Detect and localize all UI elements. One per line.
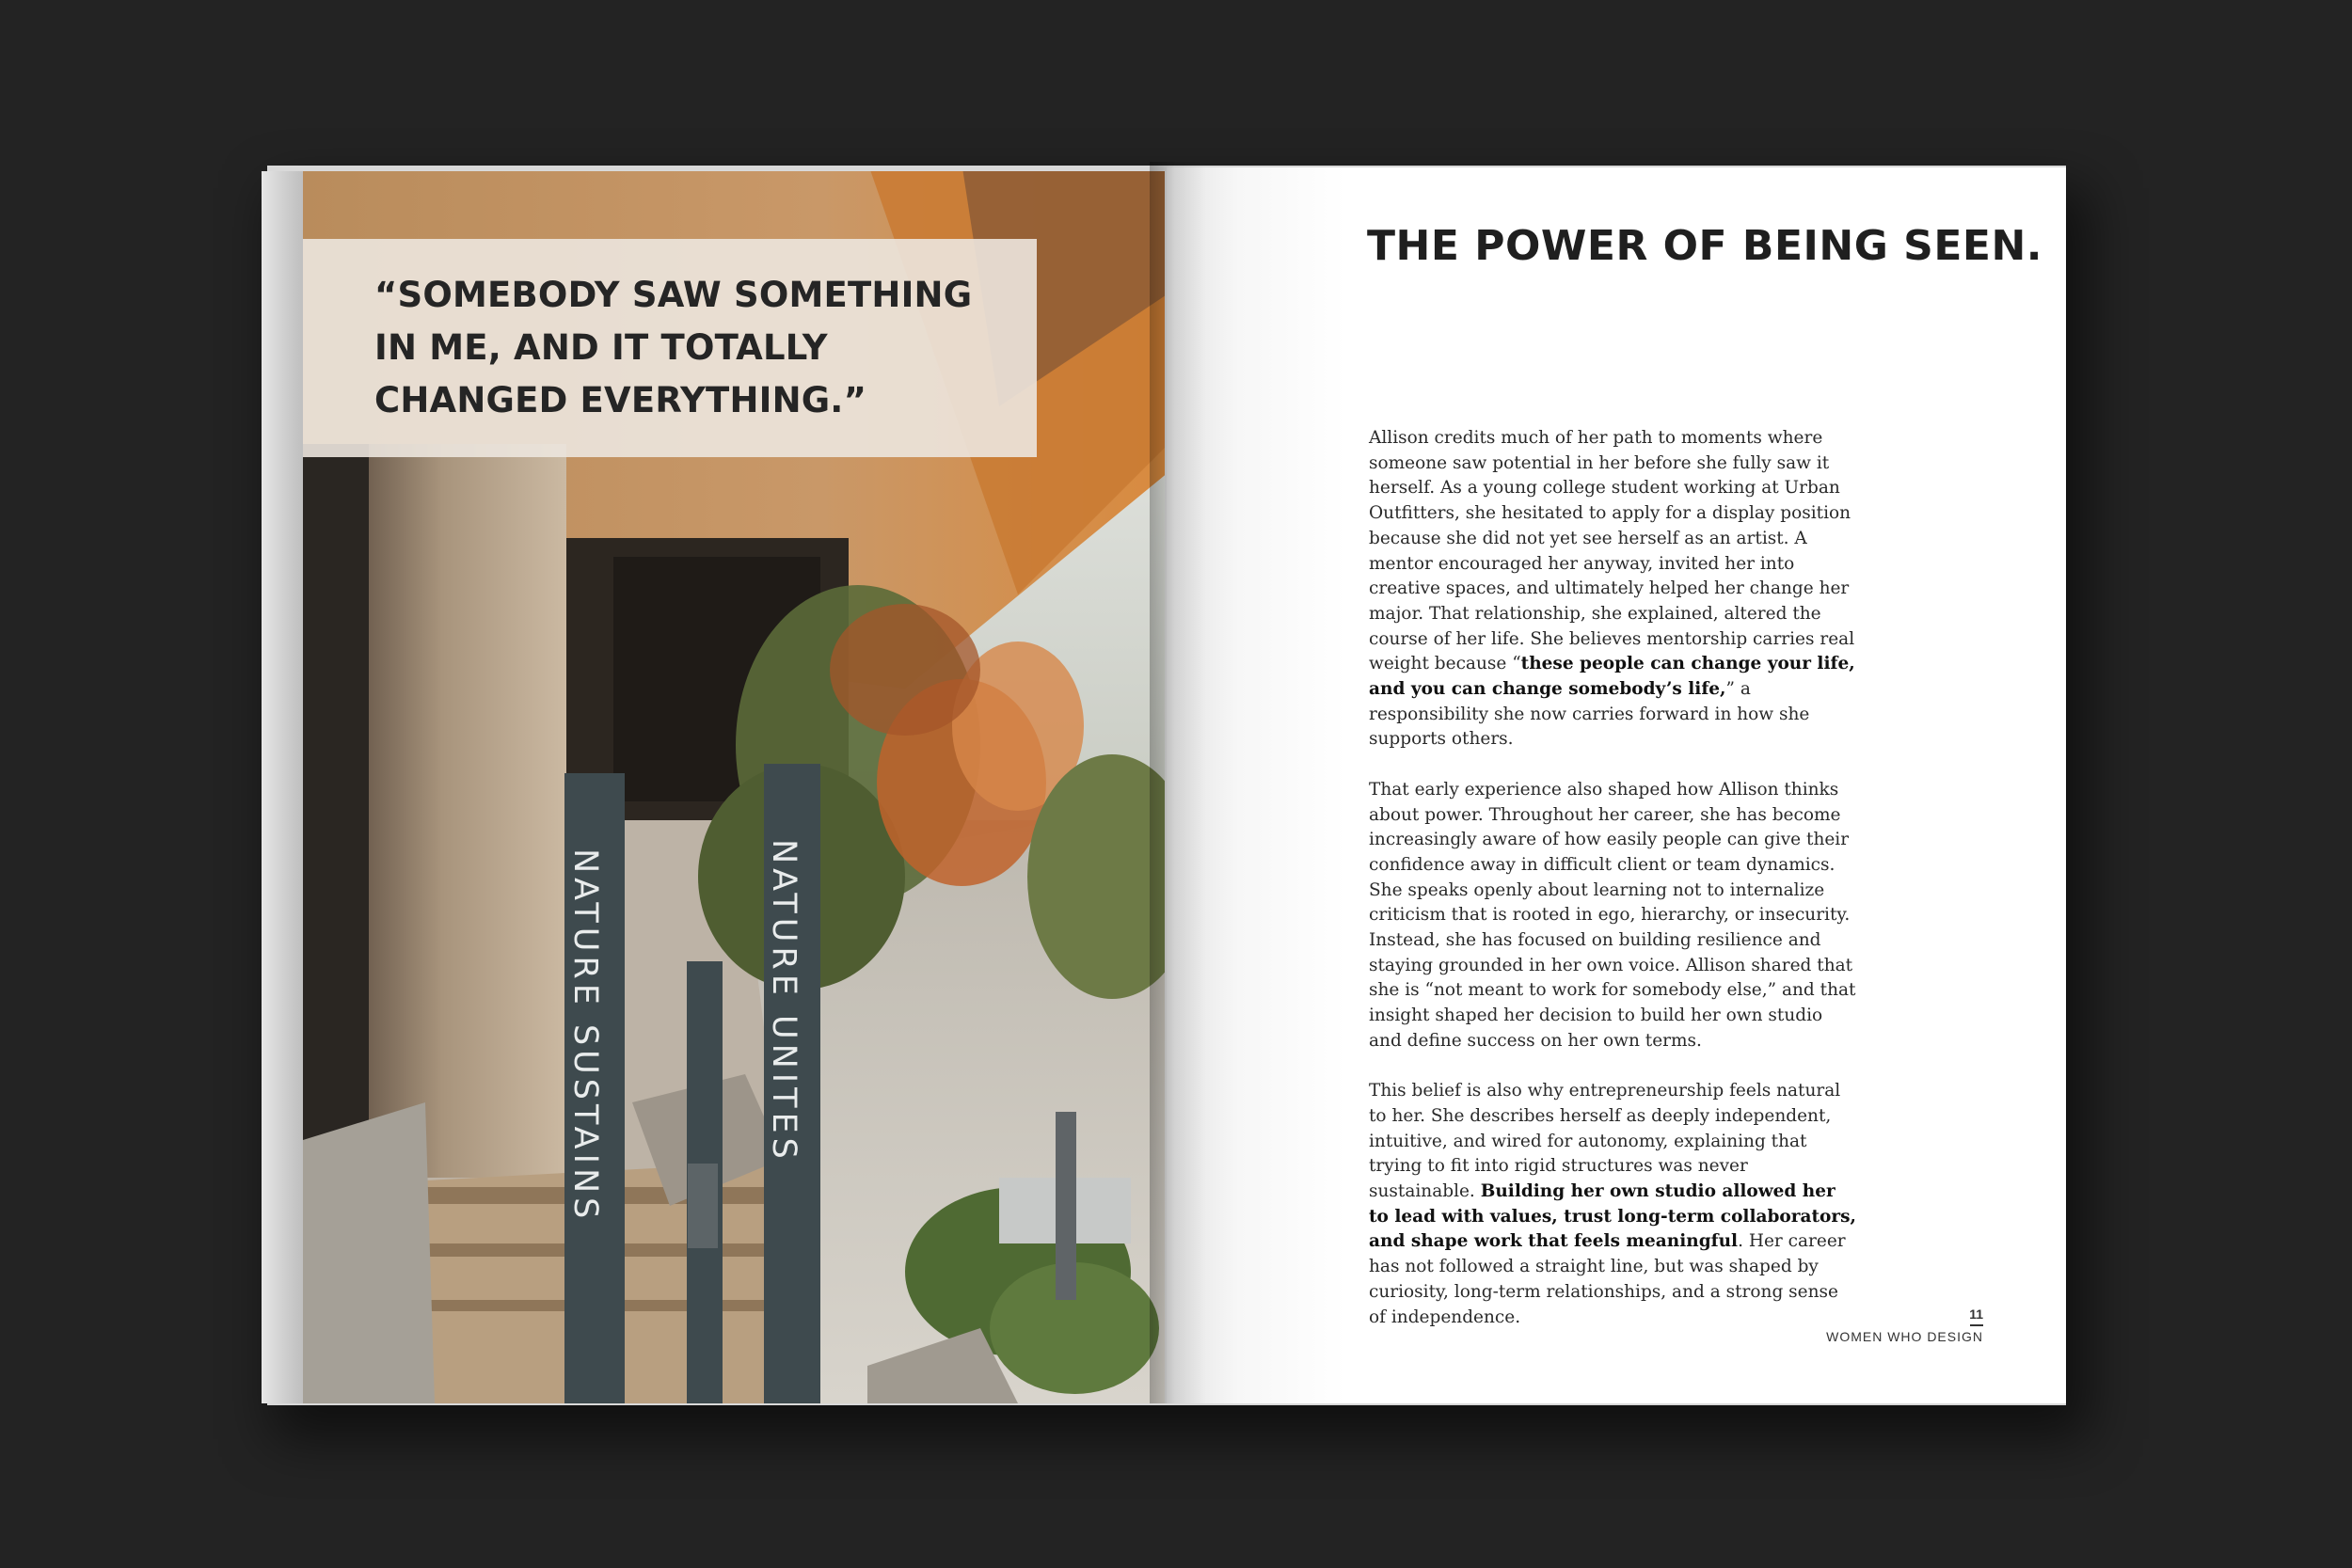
body-paragraph	[1369, 426, 1858, 752]
body-paragraph	[1369, 778, 1858, 1054]
pull-quote	[374, 269, 1014, 427]
paragraph-emphasis: these people can change your life, and you can change somebody’s life,	[1369, 654, 1855, 700]
left-page-edge	[262, 171, 303, 1403]
pull-quote-line: CHANGED EVERYTHING.”	[374, 380, 867, 420]
paragraph-text: . Her career has not followed a straight line, but was shaped by curiosity, long-term relationships, and a strong sense of independence.	[1369, 1231, 1846, 1327]
running-footer: WOMEN WHO DESIGN	[1826, 1329, 1983, 1344]
folio-rule	[1970, 1324, 1983, 1326]
sign-post-left-text: NATURE SUSTAINS	[566, 848, 604, 1224]
paragraph-text: ” a responsibility she now carries forward in how she supports others.	[1369, 679, 1810, 750]
article-body	[1369, 426, 1858, 1355]
body-paragraph	[1369, 1079, 1858, 1330]
article-heading: THE POWER OF BEING SEEN.	[1367, 222, 2042, 270]
pull-quote-line: “SOMEBODY SAW SOMETHING	[374, 275, 973, 315]
paragraph-emphasis: Building her own studio allowed her to lead with values, trust long-term collaborators, and shape work that feels meaningful	[1369, 1181, 1856, 1252]
sign-post-right-text: NATURE UNITES	[765, 839, 803, 1164]
paragraph-text: Allison credits much of her path to moments where someone saw potential in her before she fully saw it herself. As a young college student working at Urban Outfitters, she hesitated to apply for a display position because she did not yet see herself as an artist. A mentor encouraged her anyway, invited her into creative spaces, and ultimately helped her change her major. That relationship, she explained, altered the course of her life. She believes mentorship carries real weight because “	[1369, 428, 1855, 674]
left-page	[262, 171, 1165, 1403]
pull-quote-line: IN ME, AND IT TOTALLY	[374, 327, 828, 368]
sign-plaque	[688, 1164, 718, 1248]
page-number: 11	[1969, 1307, 1983, 1322]
paragraph-text: This belief is also why entrepreneurship feels natural to her. She describes herself as deeply independent, intuitive, and wired for autonomy, explaining that trying to fit into rigid structures was never sustainable.	[1369, 1081, 1841, 1202]
paragraph-text: That early experience also shaped how Allison thinks about power. Throughout her career, she has become increasingly aware of how easily people can give their confidence away in difficult client or team dynamics. She speaks openly about learning not to internalize criticism that is rooted in ego, hierarchy, or insecurity. Instead, she has focused on building resilience and staying grounded in her own voice. Allison shared that she is “not meant to work for somebody else,” and that insight shaped her decision to build her own studio and define success on her own terms.	[1369, 779, 1856, 1051]
